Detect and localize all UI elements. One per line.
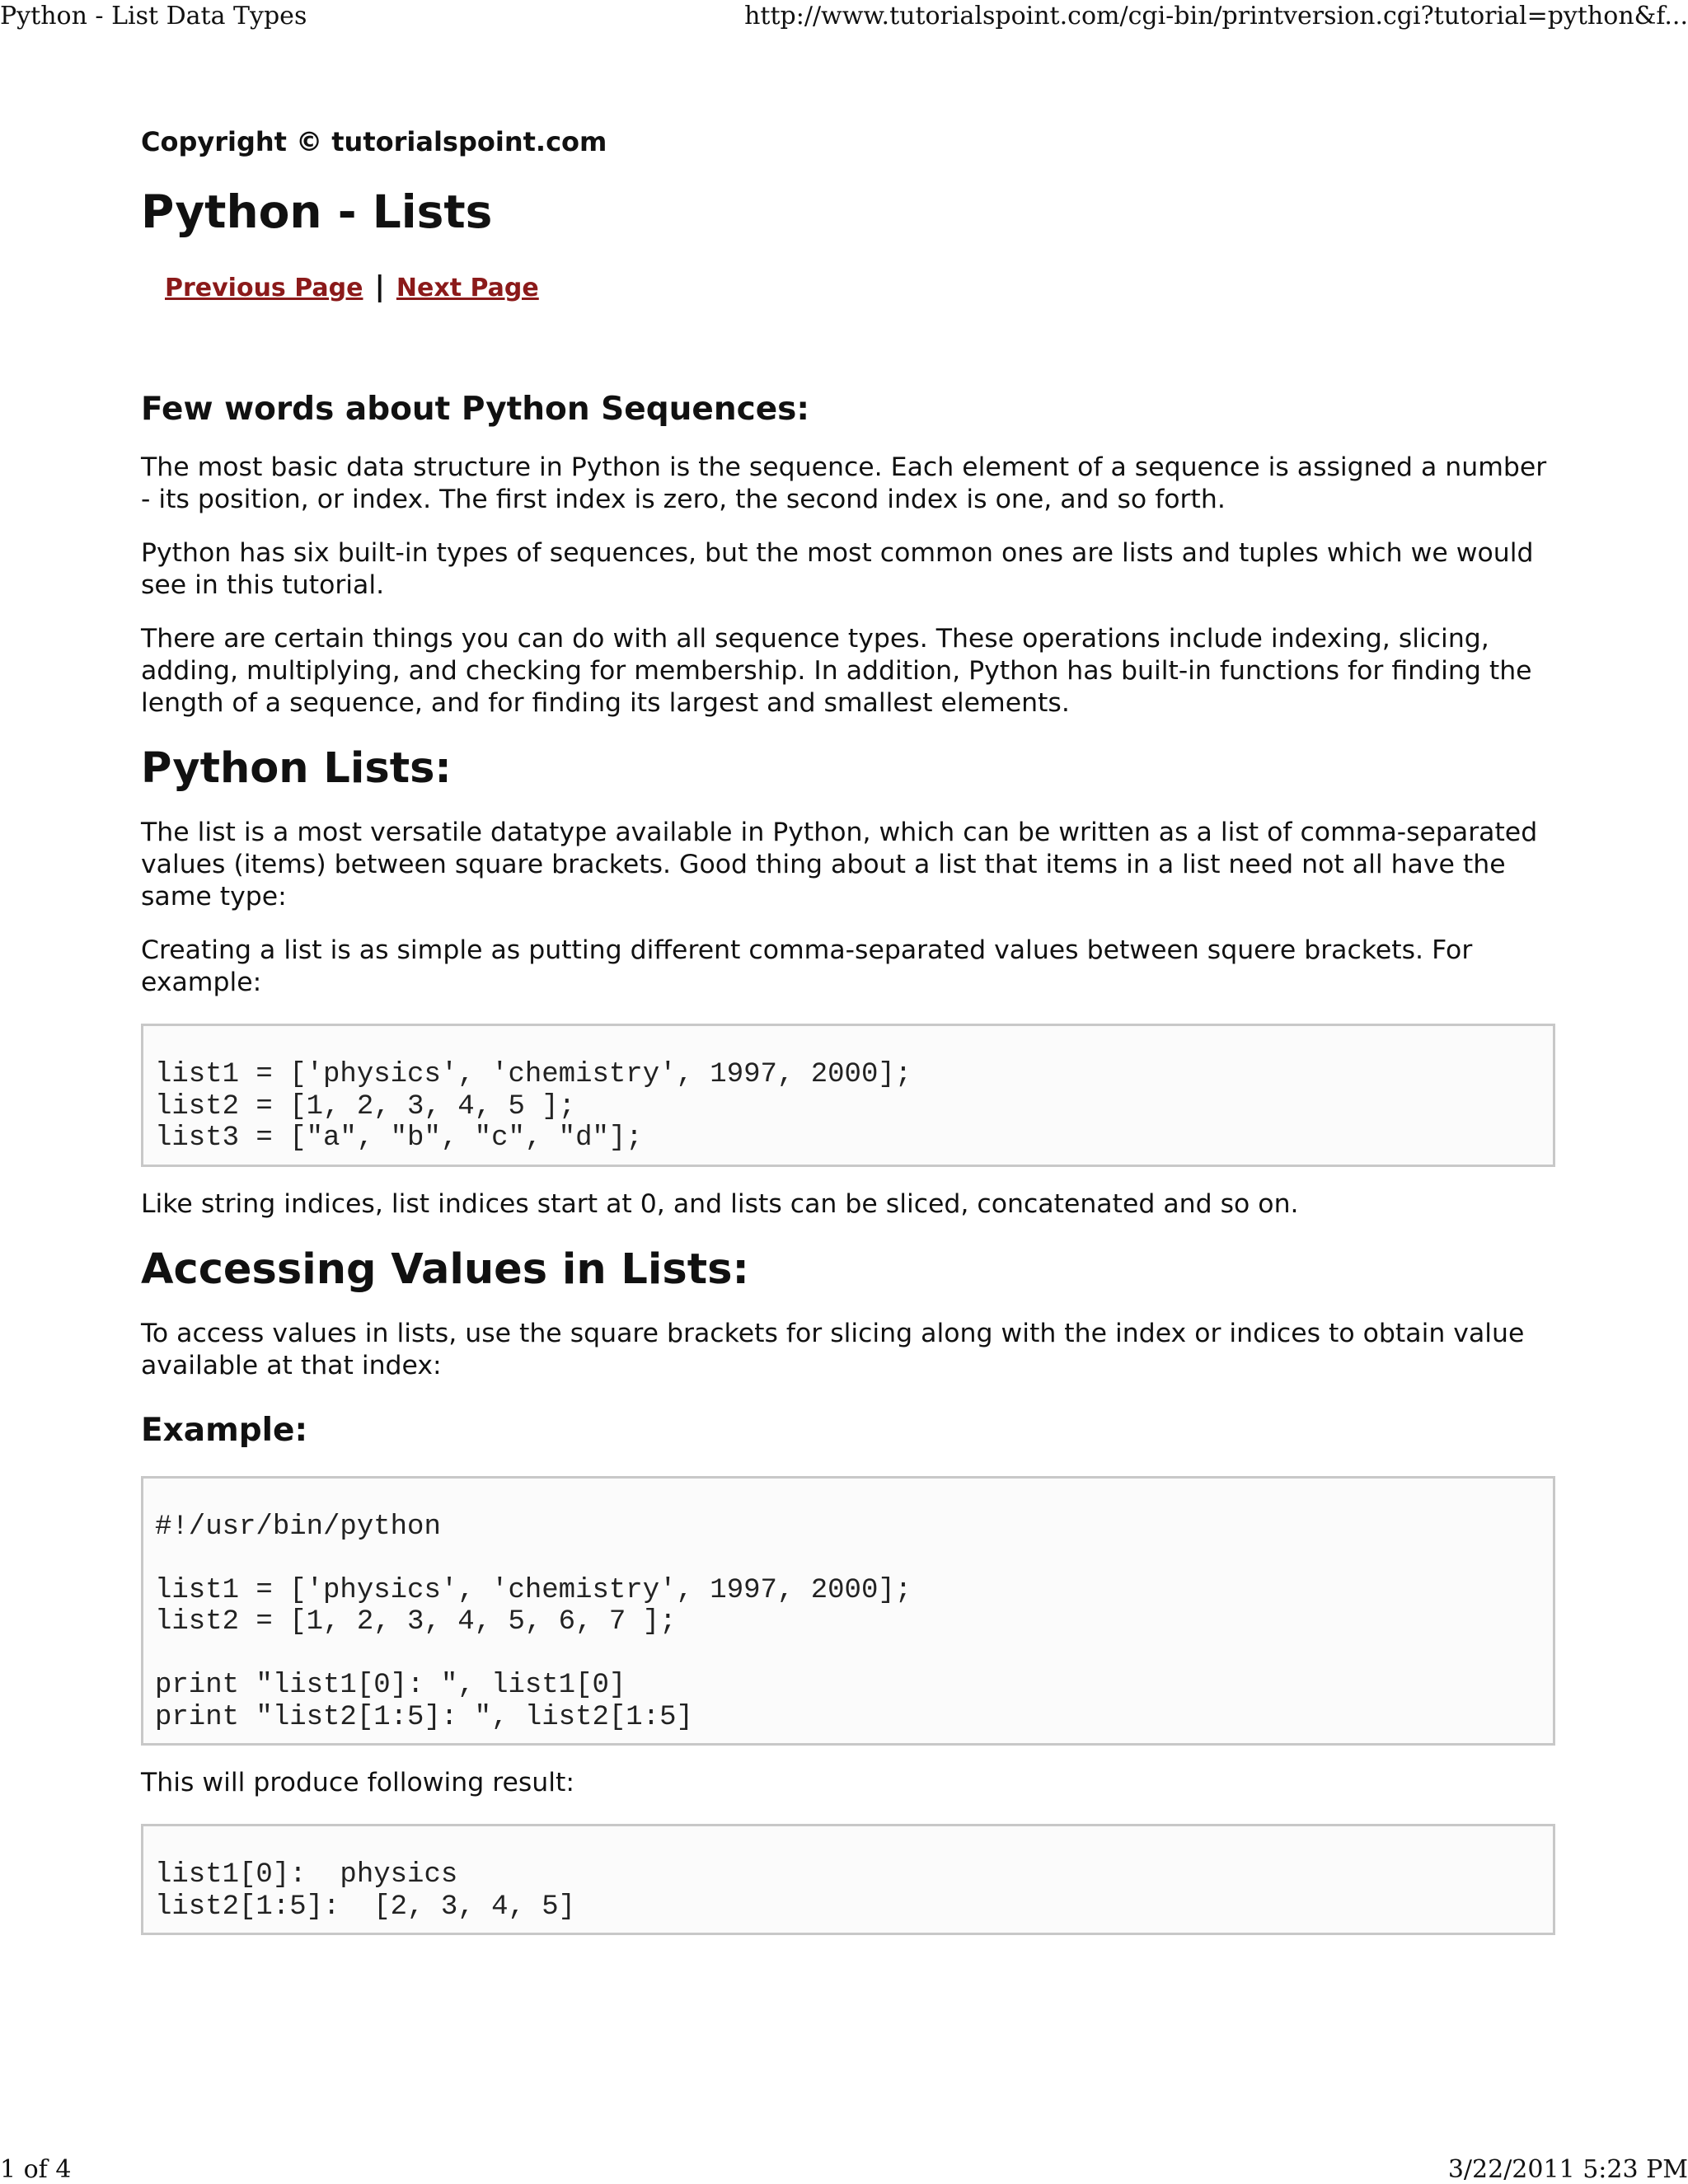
pager-separator: |	[374, 270, 385, 303]
example-heading: Example:	[141, 1411, 308, 1449]
print-header-title: Python - List Data Types	[0, 2, 307, 30]
result-intro: This will produce following result:	[141, 1768, 574, 1797]
print-header-url: http://www.tutorialspoint.com/cgi-bin/printversion.cgi?tutorial=python&f...	[744, 2, 1688, 30]
result-code-block: list1[0]: physics list2[1:5]: [2, 3, 4, 5]	[141, 1824, 1555, 1935]
example-code-block: #!/usr/bin/python list1 = ['physics', 'chemistry', 1997, 2000]; list2 = [1, 2, 3, 4, 5, 6, 7 ]; print "list1[0]: ", list1[0] print "list2[1:5]: ", list2[1:5]	[141, 1476, 1555, 1746]
page-title: Python - Lists	[141, 185, 493, 238]
next-page-link[interactable]: Next Page	[396, 274, 539, 302]
print-footer-timestamp: 3/22/2011 5:23 PM	[1447, 2155, 1688, 2184]
sequences-paragraph-2: Python has six built-in types of sequences, but the most common ones are lists and tuples which we would see in this tutorial.	[141, 538, 1534, 600]
page-content	[141, 124, 1555, 1935]
copyright-notice: Copyright © tutorialspoint.com	[141, 126, 607, 157]
lists-paragraph-2: Creating a list is as simple as putting different comma-separated values between squere brackets. For example:	[141, 935, 1473, 997]
lists-paragraph-1: The list is a most versatile datatype available in Python, which can be written as a list of comma-separated values (items) between square brackets. Good thing about a list that items in a list need not all have the same type:	[141, 818, 1538, 912]
sequences-paragraph-3: There are certain things you can do with all sequence types. These operations include indexing, slicing, adding, multiplying, and checking for membership. In addition, Python has built-in functions for finding the length of a sequence, and for finding its largest and smallest elements.	[141, 624, 1532, 718]
accessing-values-heading: Accessing Values in Lists:	[141, 1244, 749, 1294]
list-creation-code-block: list1 = ['physics', 'chemistry', 1997, 2000]; list2 = [1, 2, 3, 4, 5 ]; list3 = ["a", "b", "c", "d"];	[141, 1024, 1555, 1167]
lists-paragraph-3: Like string indices, list indices start at 0, and lists can be sliced, concatenated and so on.	[141, 1188, 1299, 1219]
sequences-heading: Few words about Python Sequences:	[141, 391, 809, 428]
print-footer-page-count: 1 of 4	[0, 2155, 72, 2184]
accessing-paragraph: To access values in lists, use the square brackets for slicing along with the index or indices to obtain value available at that index:	[141, 1318, 1525, 1380]
sequences-paragraph-1: The most basic data structure in Python is the sequence. Each element of a sequence is assigned a number - its position, or index. The first index is zero, the second index is one, and so forth.	[141, 452, 1547, 514]
python-lists-heading: Python Lists:	[141, 744, 452, 793]
previous-page-link[interactable]: Previous Page	[165, 274, 363, 302]
page-navigation	[165, 270, 1555, 305]
